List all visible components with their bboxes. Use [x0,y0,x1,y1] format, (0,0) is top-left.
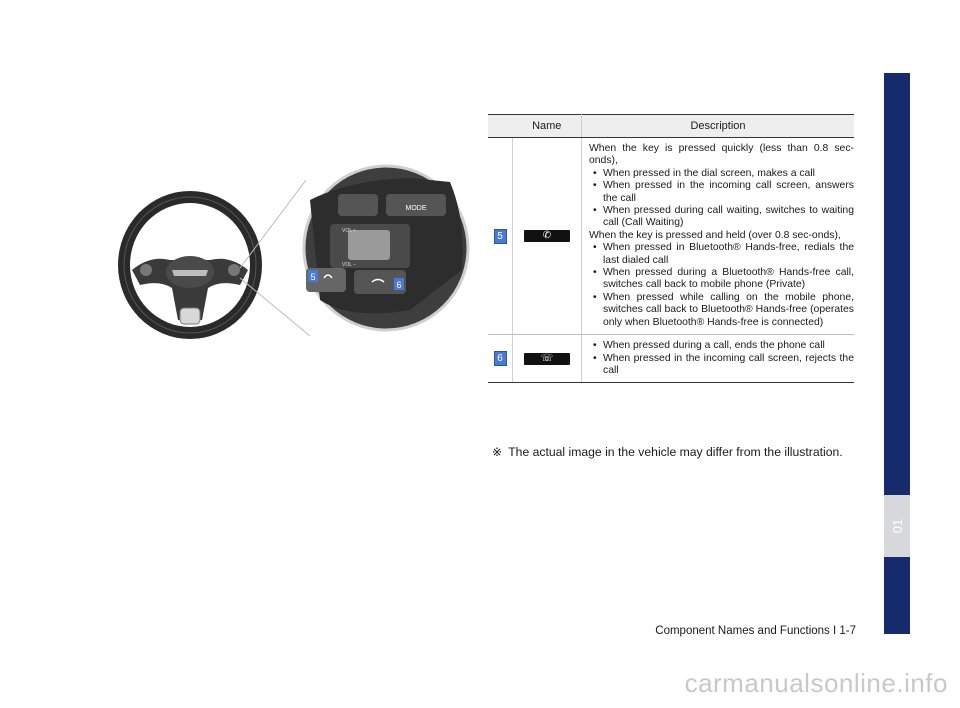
header-name: Name [513,115,582,138]
row-number-badge: 6 [494,351,507,366]
vol-down-label: VOL − [342,262,357,268]
mode-label: MODE [405,205,427,212]
list-item: • When pressed during a Bluetooth® Hands-free call, switches call back to mobile phone (Private) [589,267,854,292]
list-item: • When pressed while calling on the mobile phone, switches call back to Bluetooth® Hands-free (operates only when Bluetooth® Hands-free is connected) [589,292,854,329]
vol-up-label: VOL + [342,228,357,234]
steering-wheel-illustration [110,160,470,360]
row-number-badge: 5 [494,229,507,244]
watermark: carmanualsonline.info [684,668,948,698]
note-text: The actual image in the vehicle may differ from the illustration. [508,445,843,459]
chapter-number: 01 [889,518,905,534]
table-row [488,138,854,335]
list-item: • When pressed during a call, ends the phone call [589,340,854,352]
function-table [488,114,854,383]
badge-6-label: 6 [396,280,402,290]
chapter-tab [884,495,910,557]
list-item: • When pressed in Bluetooth® Hands-free, redials the last dialed call [589,242,854,267]
header-number [488,115,513,138]
header-description: Description [582,115,855,138]
hold-intro: When the key is pressed and held (over 0.8 sec-onds), [589,229,841,241]
steering-wheel [118,191,262,339]
list-item: • When pressed in the incoming call screen, rejects the call [589,353,854,378]
press-intro: When the key is pressed quickly (less than 0.8 sec-onds), [589,143,854,167]
list-item: • When pressed during call waiting, switches to waiting call (Call Waiting) [589,205,854,230]
note-mark: ※ [492,445,503,459]
zoom-circle [304,166,468,330]
badge-5-label: 5 [310,272,316,282]
list-item: • When pressed in the incoming call screen, answers the call [589,180,854,205]
page-footer: Component Names and Functions I 1-7 [655,625,856,637]
table-row [488,335,854,383]
phone-end-icon: ☏ [524,353,570,365]
list-item: • When pressed in the dial screen, makes a call [589,168,854,180]
illustration-note [492,445,862,459]
phone-call-icon: ✆ [524,230,570,242]
